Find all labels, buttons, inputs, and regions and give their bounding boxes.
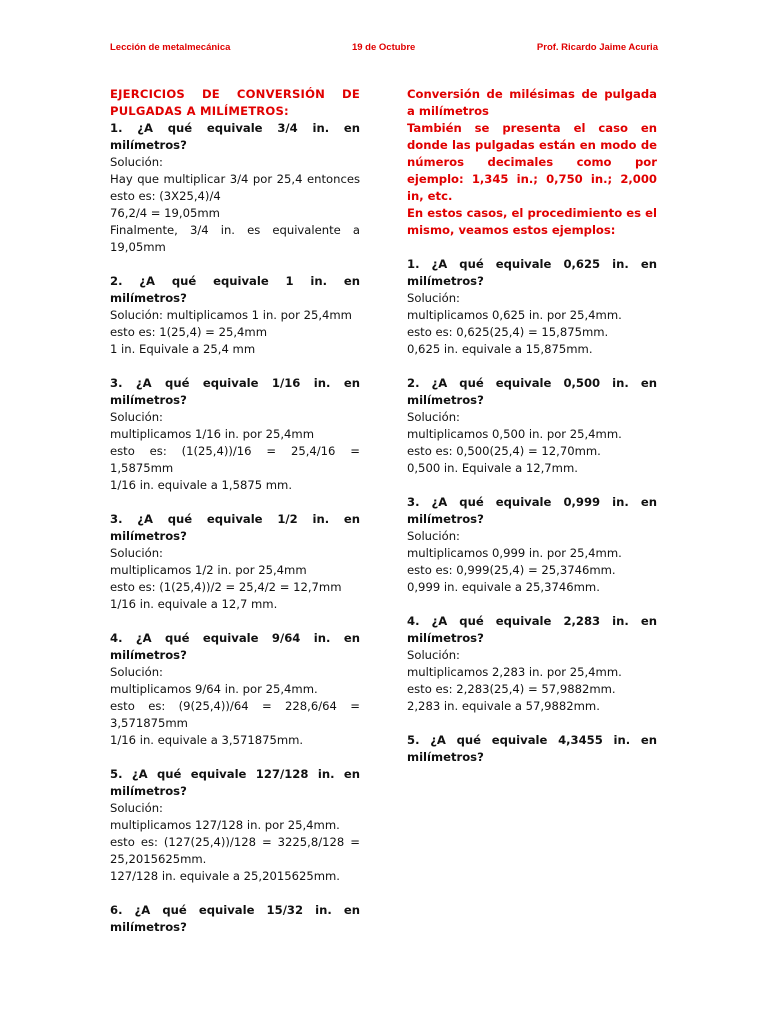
exercise-1 bbox=[407, 256, 657, 358]
exercise-step: multiplicamos 2,283 in. por 25,4mm. bbox=[407, 665, 622, 679]
exercise-result: 0,625 in. equivale a 15,875mm. bbox=[407, 342, 593, 356]
section-title: EJERCICIOS DE CONVERSIÓN DE PULGADAS A MILÍMETROS: bbox=[110, 87, 360, 118]
exercise-question: 6. ¿A qué equivale 15/32 in. en milímetros? bbox=[110, 903, 360, 934]
exercise-2 bbox=[407, 375, 657, 477]
exercise-step: multiplicamos 0,625 in. por 25,4mm. bbox=[407, 308, 622, 322]
exercise-5 bbox=[110, 630, 360, 749]
exercise-result: 1/16 in. equivale a 12,7 mm. bbox=[110, 597, 278, 611]
exercise-question: 2. ¿A qué equivale 0,500 in. en milímetros? bbox=[407, 376, 657, 407]
exercise-step: multiplicamos 127/128 in. por 25,4mm. bbox=[110, 818, 340, 832]
exercise-1 bbox=[110, 120, 360, 256]
exercise-6 bbox=[110, 766, 360, 885]
exercise-question: 3. ¿A qué equivale 1/16 in. en milímetros? bbox=[110, 376, 360, 407]
header-date: 19 de Octubre bbox=[351, 42, 416, 53]
exercise-question: 1. ¿A qué equivale 0,625 in. en milímetros? bbox=[407, 257, 657, 288]
exercise-solution-label: Solución: bbox=[110, 410, 163, 424]
right-column bbox=[407, 86, 657, 783]
exercise-step: esto es: 2,283(25,4) = 57,9882mm. bbox=[407, 682, 616, 696]
exercise-step: esto es: (9(25,4))/64 = 228,6/64 = 3,571875mm bbox=[110, 699, 360, 730]
section-title: Conversión de milésimas de pulgada a milímetros bbox=[407, 87, 657, 118]
exercise-result: 127/128 in. equivale a 25,2015625mm. bbox=[110, 869, 340, 883]
exercise-7 bbox=[110, 902, 360, 936]
exercise-solution-label: Solución: bbox=[407, 410, 460, 424]
exercise-step: multiplicamos 9/64 in. por 25,4mm. bbox=[110, 682, 318, 696]
section-intro: En estos casos, el procedimiento es el mismo, veamos estos ejemplos: bbox=[407, 206, 657, 237]
exercise-question: 3. ¿A qué equivale 1/2 in. en milímetros? bbox=[110, 512, 360, 543]
exercise-result: 0,500 in. Equivale a 12,7mm. bbox=[407, 461, 578, 475]
left-column bbox=[110, 86, 360, 953]
exercise-question: 2. ¿A qué equivale 1 in. en milímetros? bbox=[110, 274, 360, 305]
exercise-result: 1/16 in. equivale a 1,5875 mm. bbox=[110, 478, 293, 492]
exercise-step: multiplicamos 0,500 in. por 25,4mm. bbox=[407, 427, 622, 441]
exercise-step: 76,2/4 = 19,05mm bbox=[110, 206, 220, 220]
exercise-result: 0,999 in. equivale a 25,3746mm. bbox=[407, 580, 600, 594]
exercise-4 bbox=[407, 613, 657, 715]
exercise-2 bbox=[110, 273, 360, 358]
exercise-step: esto es: (1(25,4))/2 = 25,4/2 = 12,7mm bbox=[110, 580, 342, 594]
exercise-question: 4. ¿A qué equivale 2,283 in. en milímetros? bbox=[407, 614, 657, 645]
exercise-step: Solución: multiplicamos 1 in. por 25,4mm bbox=[110, 308, 352, 322]
header-author: Prof. Ricardo Jaime Acuria bbox=[536, 42, 658, 53]
exercise-solution-label: Solución: bbox=[407, 648, 460, 662]
exercise-result: Finalmente, 3/4 in. es equivalente a 19,05mm bbox=[110, 223, 360, 254]
exercise-4 bbox=[110, 511, 360, 613]
exercise-5 bbox=[407, 732, 657, 766]
exercise-3 bbox=[407, 494, 657, 596]
exercise-solution-label: Solución: bbox=[110, 155, 163, 169]
header-lesson: Lección de metalmecánica bbox=[110, 42, 231, 53]
page-header bbox=[110, 42, 658, 53]
exercise-question: 5. ¿A qué equivale 127/128 in. en milímetros? bbox=[110, 767, 360, 798]
exercise-result: 1 in. Equivale a 25,4 mm bbox=[110, 342, 256, 356]
exercise-question: 4. ¿A qué equivale 9/64 in. en milímetros? bbox=[110, 631, 360, 662]
exercise-step: esto es: (127(25,4))/128 = 3225,8/128 = 25,2015625mm. bbox=[110, 835, 360, 866]
exercise-step: esto es: 0,999(25,4) = 25,3746mm. bbox=[407, 563, 616, 577]
exercise-solution-label: Solución: bbox=[407, 529, 460, 543]
exercise-result: 2,283 in. equivale a 57,9882mm. bbox=[407, 699, 600, 713]
exercise-step: Hay que multiplicar 3/4 por 25,4 entonces esto es: (3X25,4)/4 bbox=[110, 172, 360, 203]
exercise-solution-label: Solución: bbox=[110, 546, 163, 560]
exercise-solution-label: Solución: bbox=[110, 801, 163, 815]
exercise-question: 5. ¿A qué equivale 4,3455 in. en milímetros? bbox=[407, 733, 657, 764]
exercise-question: 1. ¿A qué equivale 3/4 in. en milímetros? bbox=[110, 121, 360, 152]
exercise-solution-label: Solución: bbox=[110, 665, 163, 679]
exercise-step: esto es: 0,500(25,4) = 12,70mm. bbox=[407, 444, 601, 458]
section-intro: También se presenta el caso en donde las pulgadas están en modo de números decimales como por ejemplo: 1,345 in.; 0,750 in.; 2,000 in, etc. bbox=[407, 121, 657, 203]
exercise-step: esto es: (1(25,4))/16 = 25,4/16 = 1,5875mm bbox=[110, 444, 360, 475]
exercise-step: esto es: 1(25,4) = 25,4mm bbox=[110, 325, 267, 339]
exercise-result: 1/16 in. equivale a 3,571875mm. bbox=[110, 733, 304, 747]
exercise-step: multiplicamos 0,999 in. por 25,4mm. bbox=[407, 546, 622, 560]
exercise-step: multiplicamos 1/16 in. por 25,4mm bbox=[110, 427, 314, 441]
exercise-step: esto es: 0,625(25,4) = 15,875mm. bbox=[407, 325, 609, 339]
exercise-solution-label: Solución: bbox=[407, 291, 460, 305]
exercise-question: 3. ¿A qué equivale 0,999 in. en milímetros? bbox=[407, 495, 657, 526]
exercise-3 bbox=[110, 375, 360, 494]
exercise-step: multiplicamos 1/2 in. por 25,4mm bbox=[110, 563, 307, 577]
